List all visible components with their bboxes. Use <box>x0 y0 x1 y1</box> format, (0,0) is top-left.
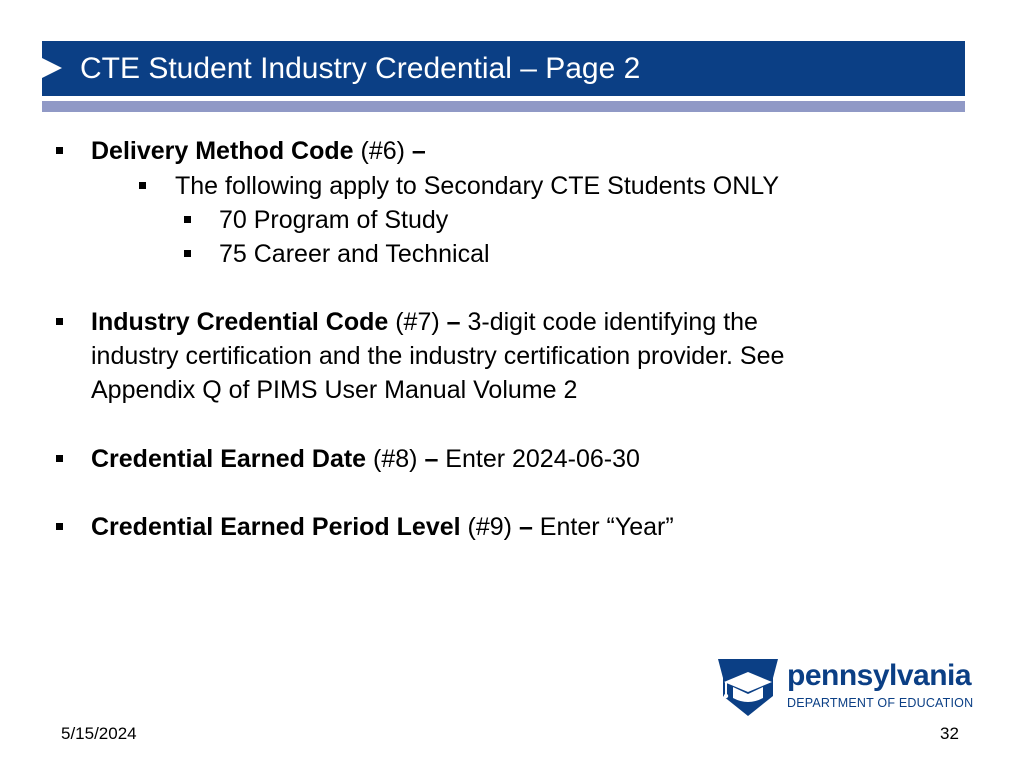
item-dash: – <box>411 137 426 165</box>
item-text: Enter “Year” <box>532 513 674 541</box>
logo-department: DEPARTMENT OF EDUCATION <box>787 696 974 710</box>
bullet-square-icon <box>56 455 63 462</box>
item-dash: – <box>446 308 461 336</box>
page-number: 32 <box>940 724 959 743</box>
item-delivery-method <box>91 134 426 168</box>
item-ref: (#6) <box>353 137 412 165</box>
item-label: Industry Credential Code <box>91 308 389 336</box>
item-text: Enter 2024-06-30 <box>438 445 640 473</box>
item-earned-date <box>91 442 640 476</box>
bullet-square-icon <box>184 216 191 223</box>
item-dash: – <box>518 513 533 541</box>
item-text-continued: Appendix Q of PIMS User Manual Volume 2 <box>91 376 578 404</box>
sub-option: 75 Career and Technical <box>219 240 490 268</box>
item-label: Delivery Method Code <box>91 137 354 165</box>
bullet-square-icon <box>139 182 146 189</box>
slide-title: CTE Student Industry Credential – Page 2 <box>80 52 641 85</box>
item-dash: – <box>424 445 439 473</box>
sub-option: 70 Program of Study <box>219 206 449 234</box>
bullet-square-icon <box>56 318 63 325</box>
item-label: Credential Earned Period Level <box>91 513 461 541</box>
item-ref: (#9) <box>460 513 519 541</box>
item-text-continued: industry certification and the industry certification provider. See <box>91 342 785 370</box>
item-industry-credential <box>91 305 758 339</box>
title-underline <box>42 101 965 112</box>
item-ref: (#8) <box>366 445 425 473</box>
logo-name: pennsylvania <box>787 659 972 692</box>
footer-date: 5/15/2024 <box>61 724 137 743</box>
bullet-square-icon <box>184 250 191 257</box>
bullet-square-icon <box>56 147 63 154</box>
item-ref: (#7) <box>388 308 447 336</box>
title-arrow-icon <box>42 58 62 78</box>
item-text: 3-digit code identifying the <box>460 308 758 336</box>
item-period-level <box>91 510 674 544</box>
bullet-square-icon <box>56 523 63 530</box>
pa-education-logo <box>716 656 978 718</box>
sub-item-text: The following apply to Secondary CTE Students ONLY <box>175 172 780 200</box>
keystone-graduation-cap-icon <box>716 656 780 718</box>
item-label: Credential Earned Date <box>91 445 367 473</box>
